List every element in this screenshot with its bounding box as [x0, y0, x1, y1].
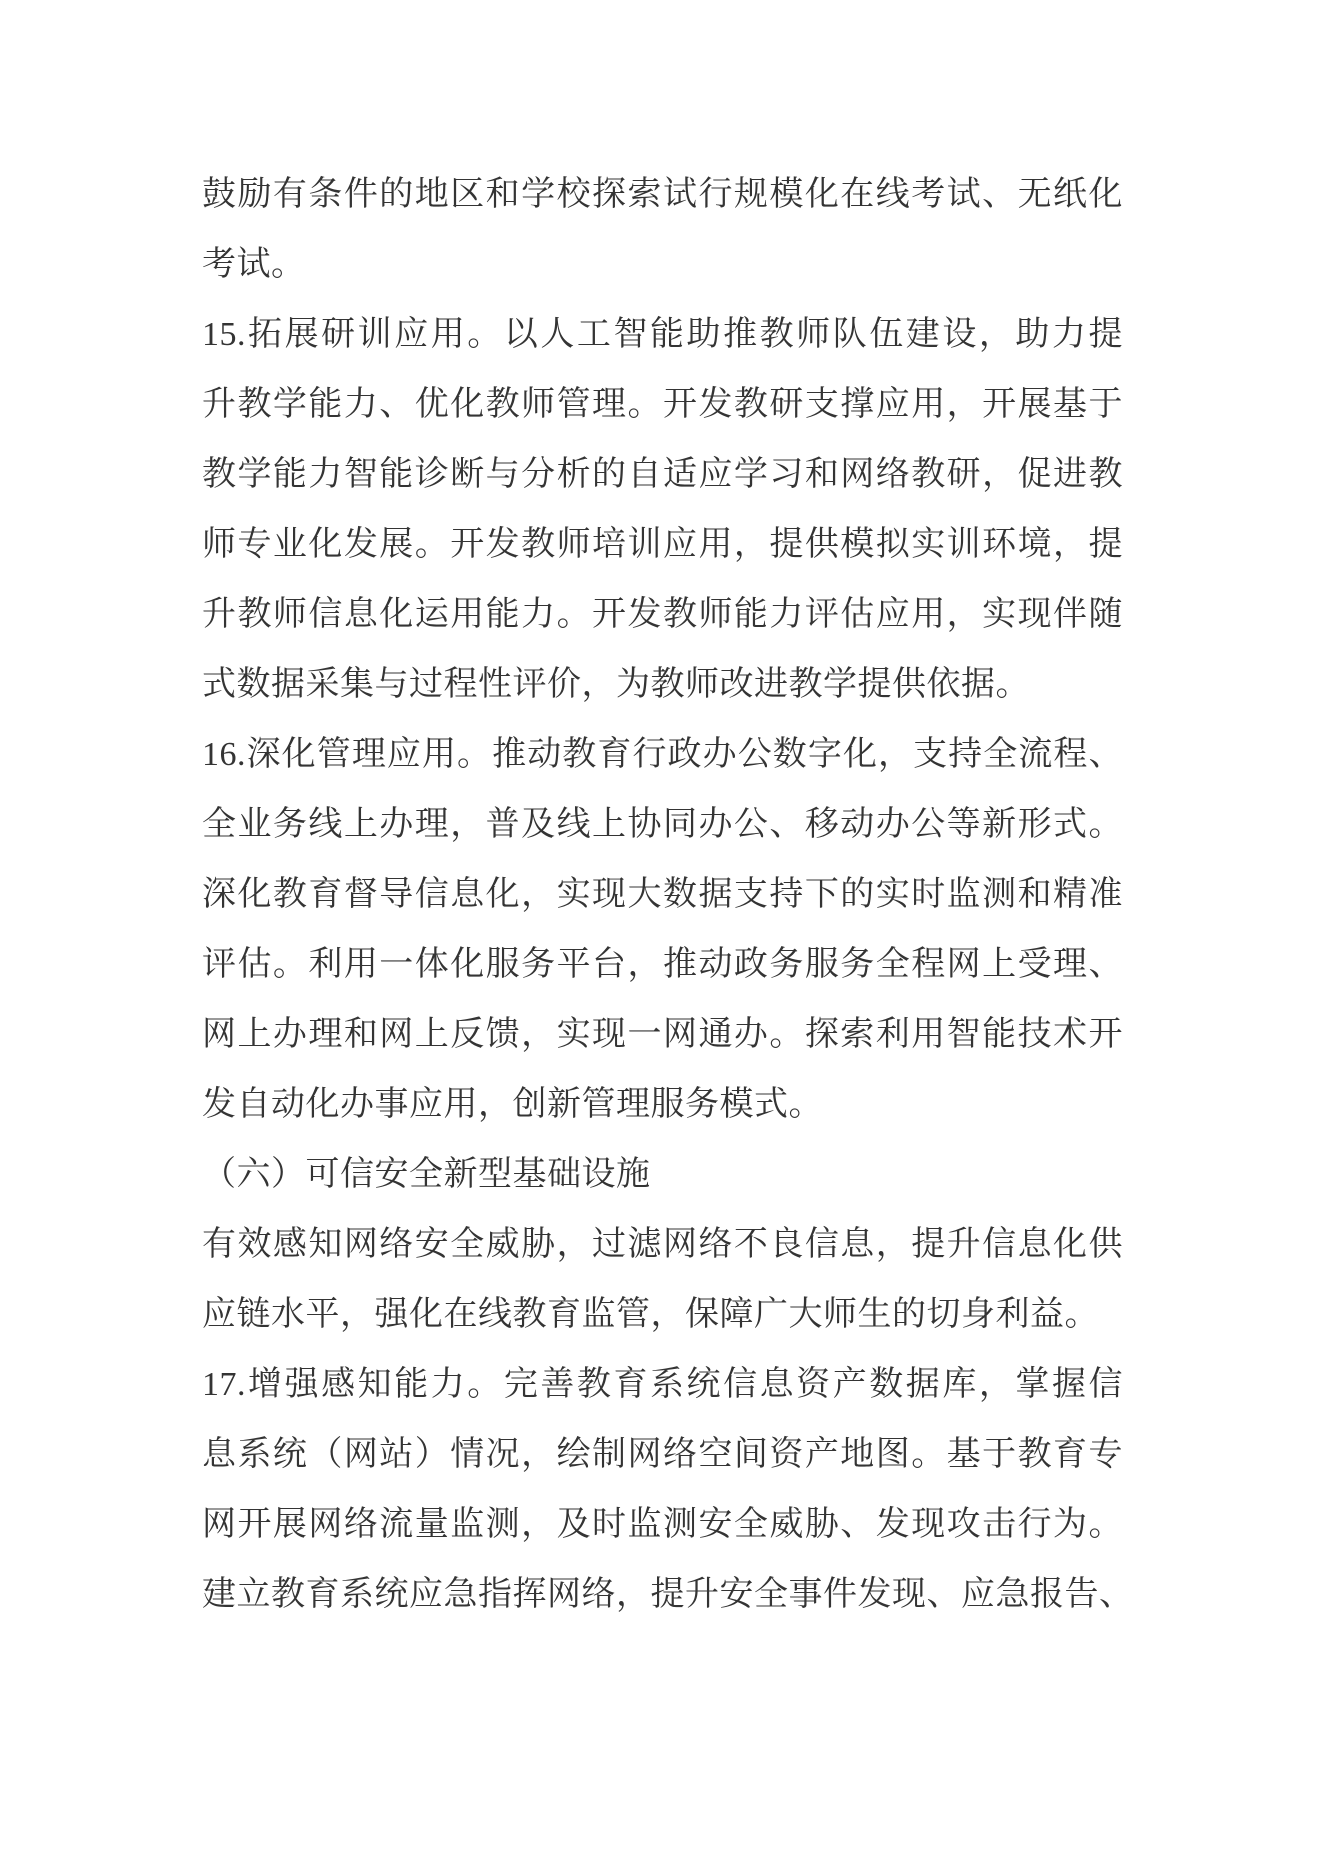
- paragraph: [202, 1210, 1123, 1350]
- paragraph: [202, 720, 1123, 1140]
- text-line: 深化教育督导信息化，实现大数据支持下的实时监测和精准: [202, 876, 1123, 913]
- paragraph: [202, 160, 1123, 300]
- text-line: 息系统（网站）情况，绘制网络空间资产地图。基于教育专: [202, 1436, 1123, 1473]
- paragraph: [202, 1140, 1123, 1210]
- text-line: 建立教育系统应急指挥网络，提升安全事件发现、应急报告、: [202, 1576, 1134, 1613]
- text-line: 网开展网络流量监测，及时监测安全威胁、发现攻击行为。: [202, 1506, 1123, 1543]
- text-line: 网上办理和网上反馈，实现一网通办。探索利用智能技术开: [202, 1016, 1123, 1053]
- text-line: 式数据采集与过程性评价，为教师改进教学提供依据。: [202, 666, 1030, 703]
- text-line: 15.拓展研训应用。以人工智能助推教师队伍建设，助力提: [202, 316, 1123, 353]
- text-line: 升教师信息化运用能力。开发教师能力评估应用，实现伴随: [202, 596, 1123, 633]
- text-line: 鼓励有条件的地区和学校探索试行规模化在线考试、无纸化: [202, 176, 1123, 213]
- paragraph: [202, 300, 1123, 720]
- text-line: 师专业化发展。开发教师培训应用，提供模拟实训环境，提: [202, 526, 1123, 563]
- text-line: 发自动化办事应用，创新管理服务模式。: [202, 1086, 823, 1123]
- text-line: 教学能力智能诊断与分析的自适应学习和网络教研，促进教: [202, 456, 1123, 493]
- text-line: 应链水平，强化在线教育监管，保障广大师生的切身利益。: [202, 1296, 1099, 1333]
- text-line: （六）可信安全新型基础设施: [202, 1156, 651, 1193]
- paragraph: [202, 1350, 1134, 1630]
- text-line: 升教学能力、优化教师管理。开发教研支撑应用，开展基于: [202, 386, 1123, 423]
- document-body: [202, 160, 1134, 1630]
- text-line: 16.深化管理应用。推动教育行政办公数字化，支持全流程、: [202, 736, 1123, 773]
- text-line: 评估。利用一体化服务平台，推动政务服务全程网上受理、: [202, 946, 1123, 983]
- text-line: 17.增强感知能力。完善教育系统信息资产数据库，掌握信: [202, 1366, 1123, 1403]
- text-line: 有效感知网络安全威胁，过滤网络不良信息，提升信息化供: [202, 1226, 1123, 1263]
- text-line: 考试。: [202, 246, 306, 283]
- text-line: 全业务线上办理，普及线上协同办公、移动办公等新形式。: [202, 806, 1123, 843]
